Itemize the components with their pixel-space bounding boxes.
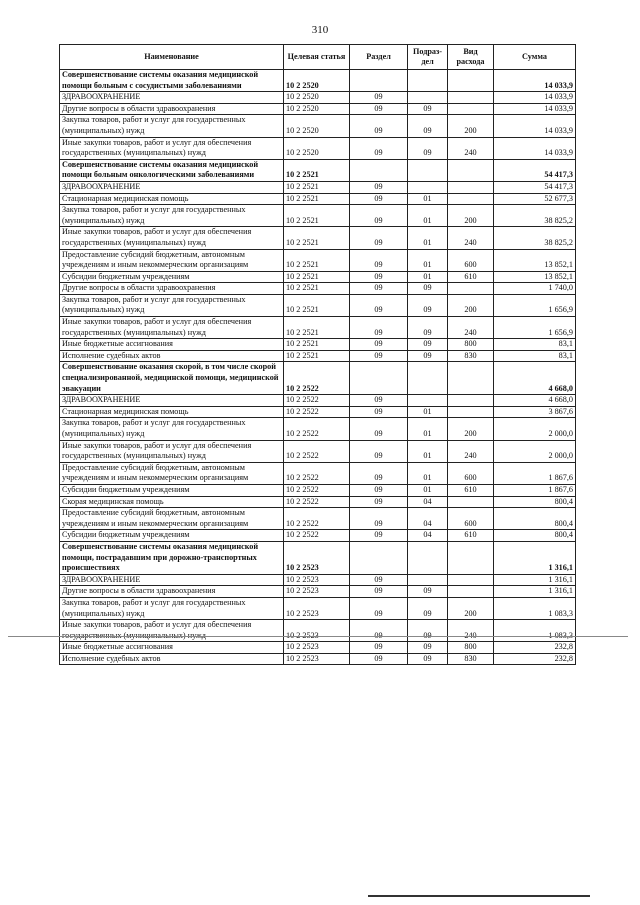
row-name: Другие вопросы в области здравоохранения — [60, 283, 284, 295]
row-section: 09 — [350, 395, 408, 407]
row-expense-type: 200 — [448, 418, 494, 440]
table-row — [60, 574, 576, 586]
row-subsection — [408, 574, 448, 586]
row-subsection — [408, 159, 448, 181]
row-sum: 232,8 — [494, 642, 576, 654]
row-target-code: 10 2 2523 — [284, 586, 350, 598]
row-subsection: 04 — [408, 530, 448, 542]
table-row — [60, 653, 576, 665]
table-row — [60, 227, 576, 249]
row-subsection: 01 — [408, 227, 448, 249]
row-expense-type: 240 — [448, 317, 494, 339]
row-section: 09 — [350, 103, 408, 115]
row-name: Совершенствование системы оказания медицинской помощи больным онкологическими заболеваниями — [60, 159, 284, 181]
row-target-code: 10 2 2521 — [284, 350, 350, 362]
row-expense-type — [448, 70, 494, 92]
row-expense-type — [448, 92, 494, 104]
row-name: ЗДРАВООХРАНЕНИЕ — [60, 574, 284, 586]
row-sum: 800,4 — [494, 496, 576, 508]
row-sum: 1 740,0 — [494, 283, 576, 295]
table-row — [60, 586, 576, 598]
row-section: 09 — [350, 440, 408, 462]
header-target: Целевая статья — [284, 45, 350, 70]
row-sum: 1 316,1 — [494, 541, 576, 574]
row-sum: 38 825,2 — [494, 227, 576, 249]
row-expense-type — [448, 574, 494, 586]
row-expense-type — [448, 496, 494, 508]
table-row — [60, 92, 576, 104]
row-section: 09 — [350, 249, 408, 271]
row-subsection: 09 — [408, 586, 448, 598]
row-name: Иные закупки товаров, работ и услуг для обеспечения государственных (муниципальных) нужд — [60, 137, 284, 159]
row-subsection — [408, 395, 448, 407]
row-subsection: 09 — [408, 642, 448, 654]
row-subsection: 01 — [408, 418, 448, 440]
row-target-code: 10 2 2522 — [284, 462, 350, 484]
row-subsection: 01 — [408, 249, 448, 271]
row-target-code: 10 2 2521 — [284, 193, 350, 205]
row-section: 09 — [350, 92, 408, 104]
row-section: 09 — [350, 317, 408, 339]
row-target-code: 10 2 2520 — [284, 137, 350, 159]
table-row — [60, 283, 576, 295]
row-subsection: 09 — [408, 283, 448, 295]
row-expense-type — [448, 541, 494, 574]
row-name: Иные закупки товаров, работ и услуг для обеспечения государственных (муниципальных) нужд — [60, 227, 284, 249]
row-target-code: 10 2 2521 — [284, 339, 350, 351]
row-section: 09 — [350, 350, 408, 362]
row-sum: 14 033,9 — [494, 137, 576, 159]
table-row — [60, 597, 576, 619]
row-sum: 13 852,1 — [494, 271, 576, 283]
table-row — [60, 294, 576, 316]
table-row — [60, 317, 576, 339]
row-sum: 2 000,0 — [494, 440, 576, 462]
row-subsection — [408, 362, 448, 395]
table-row — [60, 642, 576, 654]
row-sum: 232,8 — [494, 653, 576, 665]
row-target-code: 10 2 2523 — [284, 653, 350, 665]
row-section: 09 — [350, 574, 408, 586]
row-name: Субсидии бюджетным учреждениям — [60, 484, 284, 496]
row-name: Иные закупки товаров, работ и услуг для обеспечения государственных (муниципальных) нужд — [60, 440, 284, 462]
row-sum: 4 668,0 — [494, 362, 576, 395]
table-row — [60, 530, 576, 542]
row-name: ЗДРАВООХРАНЕНИЕ — [60, 395, 284, 407]
row-expense-type: 200 — [448, 115, 494, 137]
row-target-code: 10 2 2521 — [284, 283, 350, 295]
row-expense-type — [448, 406, 494, 418]
row-name: Предоставление субсидий бюджетным, автономным учреждениям и иным некоммерческим организациям — [60, 249, 284, 271]
row-sum: 13 852,1 — [494, 249, 576, 271]
row-section: 09 — [350, 227, 408, 249]
row-name: Исполнение судебных актов — [60, 653, 284, 665]
row-subsection: 09 — [408, 597, 448, 619]
row-target-code: 10 2 2522 — [284, 406, 350, 418]
row-target-code: 10 2 2521 — [284, 181, 350, 193]
row-name: Закупка товаров, работ и услуг для государственных (муниципальных) нужд — [60, 418, 284, 440]
row-section: 09 — [350, 115, 408, 137]
row-name: Субсидии бюджетным учреждениям — [60, 271, 284, 283]
row-expense-type: 200 — [448, 294, 494, 316]
row-name: Стационарная медицинская помощь — [60, 406, 284, 418]
table-row — [60, 462, 576, 484]
row-expense-type — [448, 159, 494, 181]
table-row — [60, 395, 576, 407]
row-name: Закупка товаров, работ и услуг для государственных (муниципальных) нужд — [60, 115, 284, 137]
row-name: Иные бюджетные ассигнования — [60, 339, 284, 351]
row-target-code: 10 2 2522 — [284, 530, 350, 542]
row-name: ЗДРАВООХРАНЕНИЕ — [60, 92, 284, 104]
row-expense-type: 610 — [448, 484, 494, 496]
row-target-code: 10 2 2523 — [284, 597, 350, 619]
table-row — [60, 406, 576, 418]
row-section: 09 — [350, 462, 408, 484]
row-name: Иные бюджетные ассигнования — [60, 642, 284, 654]
row-subsection: 01 — [408, 440, 448, 462]
row-sum — [494, 620, 576, 642]
row-subsection: 09 — [408, 350, 448, 362]
row-name: Закупка товаров, работ и услуг для государственных (муниципальных) нужд — [60, 294, 284, 316]
table-row — [60, 440, 576, 462]
row-subsection — [408, 541, 448, 574]
row-section: 09 — [350, 205, 408, 227]
row-expense-type: 610 — [448, 271, 494, 283]
table-row — [60, 249, 576, 271]
row-subsection: 09 — [408, 653, 448, 665]
table-row — [60, 496, 576, 508]
row-subsection: 09 — [408, 317, 448, 339]
row-subsection: 01 — [408, 484, 448, 496]
row-expense-type — [448, 193, 494, 205]
row-name: Предоставление субсидий бюджетным, автономным учреждениям и иным некоммерческим организациям — [60, 462, 284, 484]
row-section — [350, 541, 408, 574]
row-name: Закупка товаров, работ и услуг для государственных (муниципальных) нужд — [60, 597, 284, 619]
row-subsection: 09 — [408, 103, 448, 115]
row-subsection — [408, 92, 448, 104]
row-subsection: 09 — [408, 294, 448, 316]
row-subsection: 04 — [408, 508, 448, 530]
row-section: 09 — [350, 193, 408, 205]
table-row — [60, 350, 576, 362]
row-section: 09 — [350, 418, 408, 440]
scan-divider-line — [8, 636, 628, 637]
row-sum: 38 825,2 — [494, 205, 576, 227]
row-target-code: 10 2 2522 — [284, 395, 350, 407]
row-name: Другие вопросы в области здравоохранения — [60, 586, 284, 598]
footer-rule — [368, 895, 590, 897]
row-expense-type: 240 — [448, 227, 494, 249]
row-section — [350, 620, 408, 642]
header-section: Раздел — [350, 45, 408, 70]
row-name: Стационарная медицинская помощь — [60, 193, 284, 205]
row-sum: 14 033,9 — [494, 115, 576, 137]
row-target-code: 10 2 2520 — [284, 115, 350, 137]
row-sum: 83,1 — [494, 339, 576, 351]
row-section: 09 — [350, 508, 408, 530]
row-expense-type — [448, 181, 494, 193]
row-expense-type: 830 — [448, 350, 494, 362]
table-row — [60, 541, 576, 574]
table-row — [60, 70, 576, 92]
row-sum: 54 417,3 — [494, 159, 576, 181]
table-row — [60, 484, 576, 496]
row-name: Совершенствование оказания скорой, в том числе скорой специализированной, медицинской помощи, медицинской эвакуации — [60, 362, 284, 395]
table-row — [60, 271, 576, 283]
row-target-code: 10 2 2520 — [284, 70, 350, 92]
row-name: Закупка товаров, работ и услуг для государственных (муниципальных) нужд — [60, 205, 284, 227]
row-name: Исполнение судебных актов — [60, 350, 284, 362]
row-section: 09 — [350, 484, 408, 496]
table-row — [60, 137, 576, 159]
row-expense-type — [448, 362, 494, 395]
row-target-code: 10 2 2523 — [284, 574, 350, 586]
row-expense-type — [448, 620, 494, 642]
row-name: Совершенствование системы оказания медицинской помощи больным с сосудистыми заболеваниями — [60, 70, 284, 92]
row-expense-type: 830 — [448, 653, 494, 665]
row-sum: 4 668,0 — [494, 395, 576, 407]
row-subsection — [408, 70, 448, 92]
row-expense-type — [448, 586, 494, 598]
row-section — [350, 70, 408, 92]
row-sum: 1 867,6 — [494, 484, 576, 496]
row-sum: 52 677,3 — [494, 193, 576, 205]
page-number: 310 — [311, 24, 329, 36]
row-section: 09 — [350, 586, 408, 598]
row-section: 09 — [350, 294, 408, 316]
table-row — [60, 193, 576, 205]
row-section: 09 — [350, 181, 408, 193]
table-header-row — [60, 45, 576, 70]
row-expense-type — [448, 395, 494, 407]
row-subsection — [408, 620, 448, 642]
row-expense-type — [448, 283, 494, 295]
row-sum: 1 316,1 — [494, 574, 576, 586]
row-target-code: 10 2 2522 — [284, 496, 350, 508]
row-expense-type: 600 — [448, 508, 494, 530]
row-sum: 800,4 — [494, 508, 576, 530]
row-sum: 800,4 — [494, 530, 576, 542]
row-section: 09 — [350, 642, 408, 654]
row-name: Предоставление субсидий бюджетным, автономным учреждениям и иным некоммерческим организациям — [60, 508, 284, 530]
table-row — [60, 181, 576, 193]
row-sum: 1 083,3 — [494, 597, 576, 619]
row-sum: 2 000,0 — [494, 418, 576, 440]
row-target-code: 10 2 2521 — [284, 205, 350, 227]
row-expense-type: 600 — [448, 249, 494, 271]
row-expense-type: 200 — [448, 597, 494, 619]
row-expense-type: 240 — [448, 137, 494, 159]
header-expense-type: Вид расхода — [448, 45, 494, 70]
row-section: 09 — [350, 339, 408, 351]
table-row — [60, 205, 576, 227]
row-section: 09 — [350, 406, 408, 418]
row-target-code: 10 2 2521 — [284, 159, 350, 181]
row-section: 09 — [350, 137, 408, 159]
row-section: 09 — [350, 496, 408, 508]
row-target-code: 10 2 2522 — [284, 508, 350, 530]
row-target-code: 10 2 2520 — [284, 103, 350, 115]
row-subsection: 04 — [408, 496, 448, 508]
row-target-code: 10 2 2522 — [284, 440, 350, 462]
row-section: 09 — [350, 283, 408, 295]
header-name: Наименование — [60, 45, 284, 70]
row-target-code: 10 2 2522 — [284, 362, 350, 395]
row-sum: 14 033,9 — [494, 103, 576, 115]
row-target-code: 10 2 2522 — [284, 484, 350, 496]
row-target-code: 10 2 2521 — [284, 271, 350, 283]
row-expense-type: 240 — [448, 440, 494, 462]
row-expense-type: 800 — [448, 642, 494, 654]
row-sum: 1 867,6 — [494, 462, 576, 484]
table-row — [60, 508, 576, 530]
row-target-code: 10 2 2521 — [284, 249, 350, 271]
row-expense-type: 600 — [448, 462, 494, 484]
row-name: Субсидии бюджетным учреждениям — [60, 530, 284, 542]
table-row — [60, 103, 576, 115]
row-section: 09 — [350, 530, 408, 542]
row-sum: 3 867,6 — [494, 406, 576, 418]
table-row — [60, 339, 576, 351]
row-subsection: 01 — [408, 271, 448, 283]
row-section — [350, 159, 408, 181]
row-target-code: 10 2 2523 — [284, 541, 350, 574]
row-name: Иные закупки товаров, работ и услуг для обеспечения государственных (муниципальных) нужд — [60, 317, 284, 339]
table-row — [60, 362, 576, 395]
row-target-code — [284, 620, 350, 642]
table-row — [60, 115, 576, 137]
row-name: Иные закупки товаров, работ и услуг для обеспечения — [60, 620, 284, 642]
row-target-code: 10 2 2522 — [284, 418, 350, 440]
row-section: 09 — [350, 597, 408, 619]
row-subsection: 01 — [408, 193, 448, 205]
row-target-code: 10 2 2521 — [284, 227, 350, 249]
row-subsection: 09 — [408, 339, 448, 351]
row-expense-type: 200 — [448, 205, 494, 227]
row-section: 09 — [350, 653, 408, 665]
budget-table — [59, 44, 576, 665]
row-name: Другие вопросы в области здравоохранения — [60, 103, 284, 115]
row-subsection: 09 — [408, 137, 448, 159]
row-target-code: 10 2 2520 — [284, 92, 350, 104]
row-expense-type: 610 — [448, 530, 494, 542]
row-sum: 14 033,9 — [494, 92, 576, 104]
row-target-code: 10 2 2523 — [284, 642, 350, 654]
row-name: Скорая медицинская помощь — [60, 496, 284, 508]
row-sum: 14 033,9 — [494, 70, 576, 92]
table-row — [60, 418, 576, 440]
row-expense-type — [448, 103, 494, 115]
row-target-code: 10 2 2521 — [284, 294, 350, 316]
header-subsection: Подраз- дел — [408, 45, 448, 70]
row-sum: 54 417,3 — [494, 181, 576, 193]
row-target-code: 10 2 2521 — [284, 317, 350, 339]
row-subsection: 09 — [408, 115, 448, 137]
table-row — [60, 620, 576, 642]
header-sum: Сумма — [494, 45, 576, 70]
row-name: ЗДРАВООХРАНЕНИЕ — [60, 181, 284, 193]
row-subsection: 01 — [408, 406, 448, 418]
row-section — [350, 362, 408, 395]
row-sum: 1 656,9 — [494, 294, 576, 316]
row-subsection: 01 — [408, 462, 448, 484]
row-sum: 1 656,9 — [494, 317, 576, 339]
row-subsection — [408, 181, 448, 193]
row-section: 09 — [350, 271, 408, 283]
row-expense-type: 800 — [448, 339, 494, 351]
row-name: Совершенствование системы оказания медицинской помощи, пострадавшим при дорожно-транспортных происшествиях — [60, 541, 284, 574]
row-sum: 83,1 — [494, 350, 576, 362]
table-row — [60, 159, 576, 181]
row-subsection: 01 — [408, 205, 448, 227]
row-sum: 1 316,1 — [494, 586, 576, 598]
